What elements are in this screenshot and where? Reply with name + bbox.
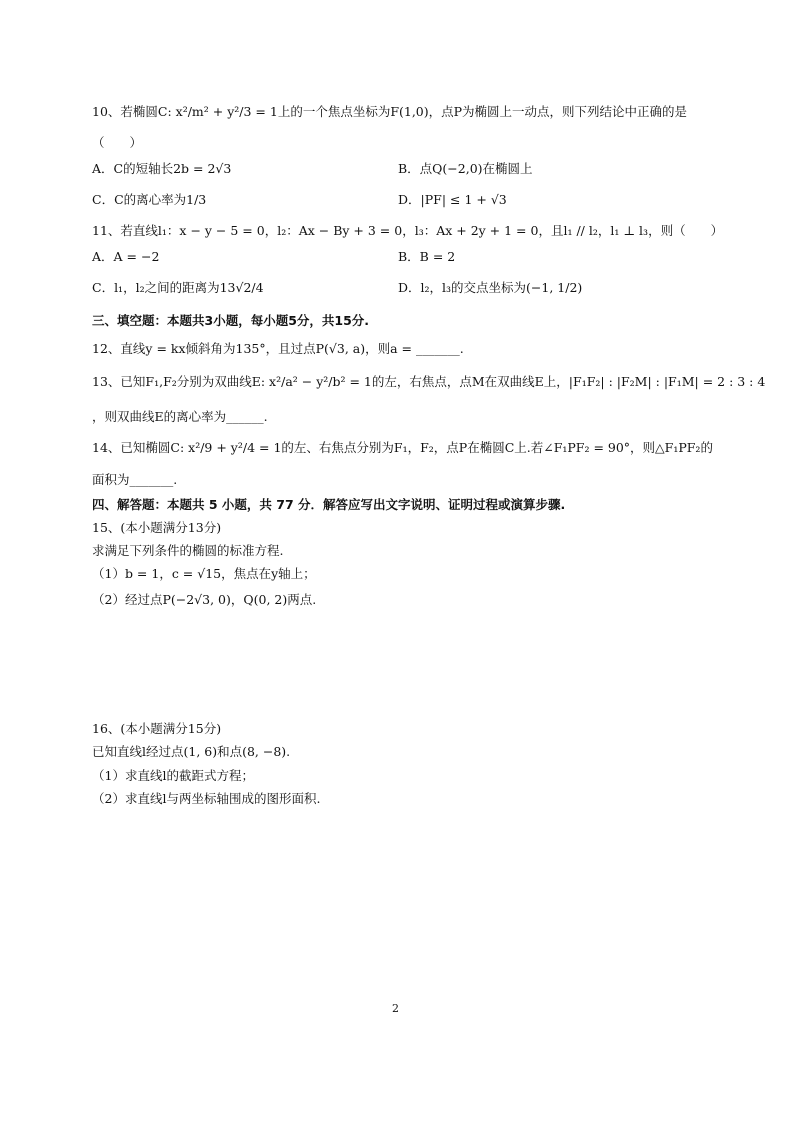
section-3-heading: 三、填空题：本题共3小题，每小题5分，共15分. bbox=[92, 313, 370, 328]
q16-title: 16、(本小题满分15分) bbox=[92, 721, 222, 736]
q10-stem: 10、若椭圆C: x²/m² + y²/3 = 1上的一个焦点坐标为F(1,0)，点P为椭圆上一动点，则下列结论中正确的是 bbox=[92, 104, 688, 119]
q11-option-a: A．A = −2 bbox=[92, 249, 160, 264]
q15-intro: 求满足下列条件的椭圆的标准方程. bbox=[92, 543, 284, 558]
section-4-heading: 四、解答题：本题共 5 小题，共 77 分．解答应写出文字说明、证明过程或演算步骤. bbox=[92, 497, 566, 512]
q16-intro: 已知直线l经过点(1, 6)和点(8, −8). bbox=[92, 744, 291, 759]
q13-line1: 13、已知F₁,F₂分别为双曲线E: x²/a² − y²/b² = 1的左，右焦点，点M在双曲线E上，|F₁F₂| : |F₂M| : |F₁M| = 2 : 3 : 4 bbox=[92, 374, 766, 389]
q12-text: 12、直线y = kx倾斜角为135°，且过点P(√3, a)，则a = _______. bbox=[92, 341, 464, 356]
q13-line2: ，则双曲线E的离心率为______. bbox=[92, 409, 268, 424]
q14-line1: 14、已知椭圆C: x²/9 + y²/4 = 1的左、右焦点分别为F₁，F₂，点P在椭圆C上.若∠F₁PF₂ = 90°，则△F₁PF₂的 bbox=[92, 440, 713, 455]
q11-option-c: C．l₁，l₂之间的距离为13√2/4 bbox=[92, 280, 264, 295]
q16-part1: （1）求直线l的截距式方程； bbox=[92, 768, 254, 783]
q15-part1: （1）b = 1，c = √15，焦点在y轴上； bbox=[92, 566, 316, 581]
q10-option-d: D．|PF| ≤ 1 + √3 bbox=[398, 192, 507, 207]
q15-part2: （2）经过点P(−2√3, 0)，Q(0, 2)两点. bbox=[92, 592, 317, 607]
q11-stem: 11、若直线l₁：x − y − 5 = 0，l₂：Ax − By + 3 = 0，l₃：Ax + 2y + 1 = 0，且l₁ // l₂，l₁ ⊥ l₃，则（ ） bbox=[92, 223, 724, 238]
q16-part2: （2）求直线l与两坐标轴围成的图形面积. bbox=[92, 791, 321, 806]
q10-option-a: A．C的短轴长2b = 2√3 bbox=[92, 161, 232, 176]
page-number: 2 bbox=[392, 1002, 399, 1015]
q14-line2: 面积为_______. bbox=[92, 472, 178, 487]
q10-option-c: C．C的离心率为1/3 bbox=[92, 192, 207, 207]
q15-title: 15、(本小题满分13分) bbox=[92, 520, 222, 535]
q10-option-b: B．点Q(−2,0)在椭圆上 bbox=[398, 161, 533, 176]
q10-bracket: （ ） bbox=[92, 135, 143, 150]
q11-option-d: D．l₂，l₃的交点坐标为(−1, 1/2) bbox=[398, 280, 583, 295]
q11-option-b: B．B = 2 bbox=[398, 249, 456, 264]
